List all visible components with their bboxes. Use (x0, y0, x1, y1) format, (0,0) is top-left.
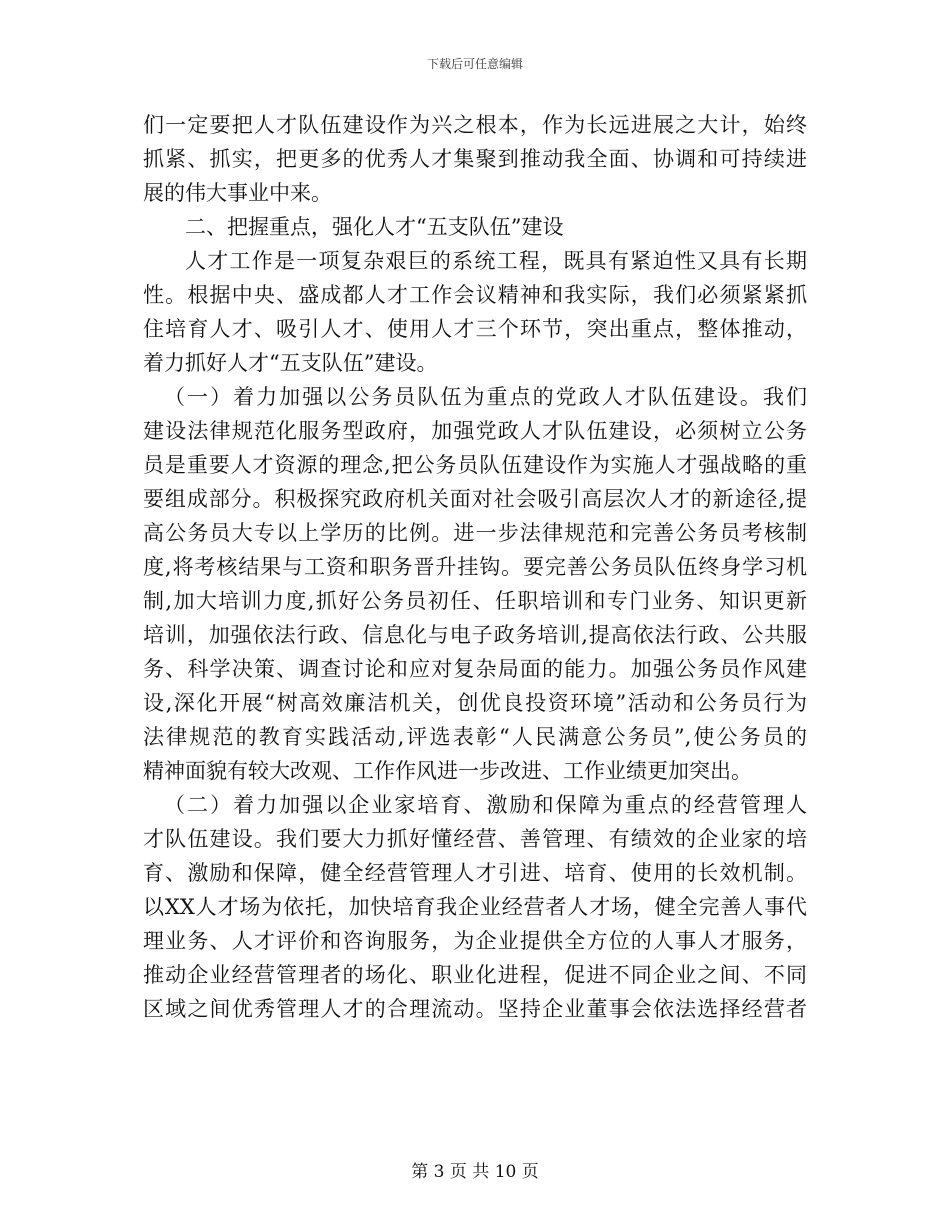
body-line: 理业务、人才评价和咨询服务，为企业提供全方位的人事人才服务， (143, 929, 807, 953)
body-line: 精神面貌有较大改观、工作作风进一步改进、工作业绩更加突出。 (143, 759, 752, 783)
body-line: 才队伍建设。我们要大力抓好懂经营、善管理、有绩效的企业家的培 (143, 827, 807, 851)
body-line: 务、科学决策、调查讨论和应对复杂局面的能力。加强公务员作风建 (143, 657, 807, 681)
body-line: 员是重要人才资源的理念,把公务员队伍建设作为实施人才强战略的重 (143, 453, 807, 477)
body-line: 人才工作是一项复杂艰巨的系统工程，既具有紧迫性又具有长期 (185, 249, 807, 273)
body-line: 法律规范的教育实践活动,评选表彰“人民满意公务员”,使公务员的 (143, 725, 807, 749)
body-line: 们一定要把人才队伍建设作为兴之根本，作为长远进展之大计，始终 (143, 113, 807, 137)
body-line: 设,深化开展“树高效廉洁机关，创优良投资环境”活动和公务员行为 (143, 691, 807, 715)
body-line: 住培育人才、吸引人才、使用人才三个环节，突出重点，整体推动， (143, 317, 807, 341)
body-line: 建设法律规范化服务型政府，加强党政人才队伍建设，必须树立公务 (143, 419, 807, 443)
body-line: 性。根据中央、盛成都人才工作会议精神和我实际，我们必须紧紧抓 (143, 283, 807, 307)
subsection-line: （一）着力加强以公务员队伍为重点的党政人才队伍建设。我们 (164, 385, 807, 409)
body-line: 展的伟大事业中来。 (143, 181, 332, 205)
body-line: 制,加大培训力度,抓好公务员初任、任职培训和专门业务、知识更新 (143, 589, 807, 613)
body-line: 度,将考核结果与工资和职务晋升挂钩。要完善公务员队伍终身学习机 (143, 555, 807, 579)
body-line: 要组成部分。积极探究政府机关面对社会吸引高层次人才的新途径,提 (143, 487, 807, 511)
body-line: 培训，加强依法行政、信息化与电子政务培训,提高依法行政、公共服 (143, 623, 807, 647)
body-line: 区域之间优秀管理人才的合理流动。坚持企业董事会依法选择经营者 (143, 997, 807, 1021)
body-line: 育、激励和保障，健全经营管理人才引进、培育、使用的长效机制。 (143, 861, 807, 885)
body-line: 以XX人才场为依托，加快培育我企业经营者人才场，健全完善人事代 (143, 895, 807, 919)
section-heading: 二、把握重点，强化人才“五支队伍”建设 (185, 215, 564, 239)
body-line: 着力抓好人才“五支队伍”建设。 (143, 351, 438, 375)
body-line: 推动企业经营管理者的场化、职业化进程，促进不同企业之间、不同 (143, 963, 807, 987)
document-body (143, 108, 807, 1026)
page-header: 下载后可任意编辑 (426, 57, 523, 71)
body-line: 高公务员大专以上学历的比例。进一步法律规范和完善公务员考核制 (143, 521, 807, 545)
subsection-line: （二）着力加强以企业家培育、激励和保障为重点的经营管理人 (164, 793, 807, 817)
body-line: 抓紧、抓实，把更多的优秀人才集聚到推动我全面、协调和可持续进 (143, 147, 807, 171)
page-footer: 第 3 页 共 10 页 (411, 1162, 539, 1182)
